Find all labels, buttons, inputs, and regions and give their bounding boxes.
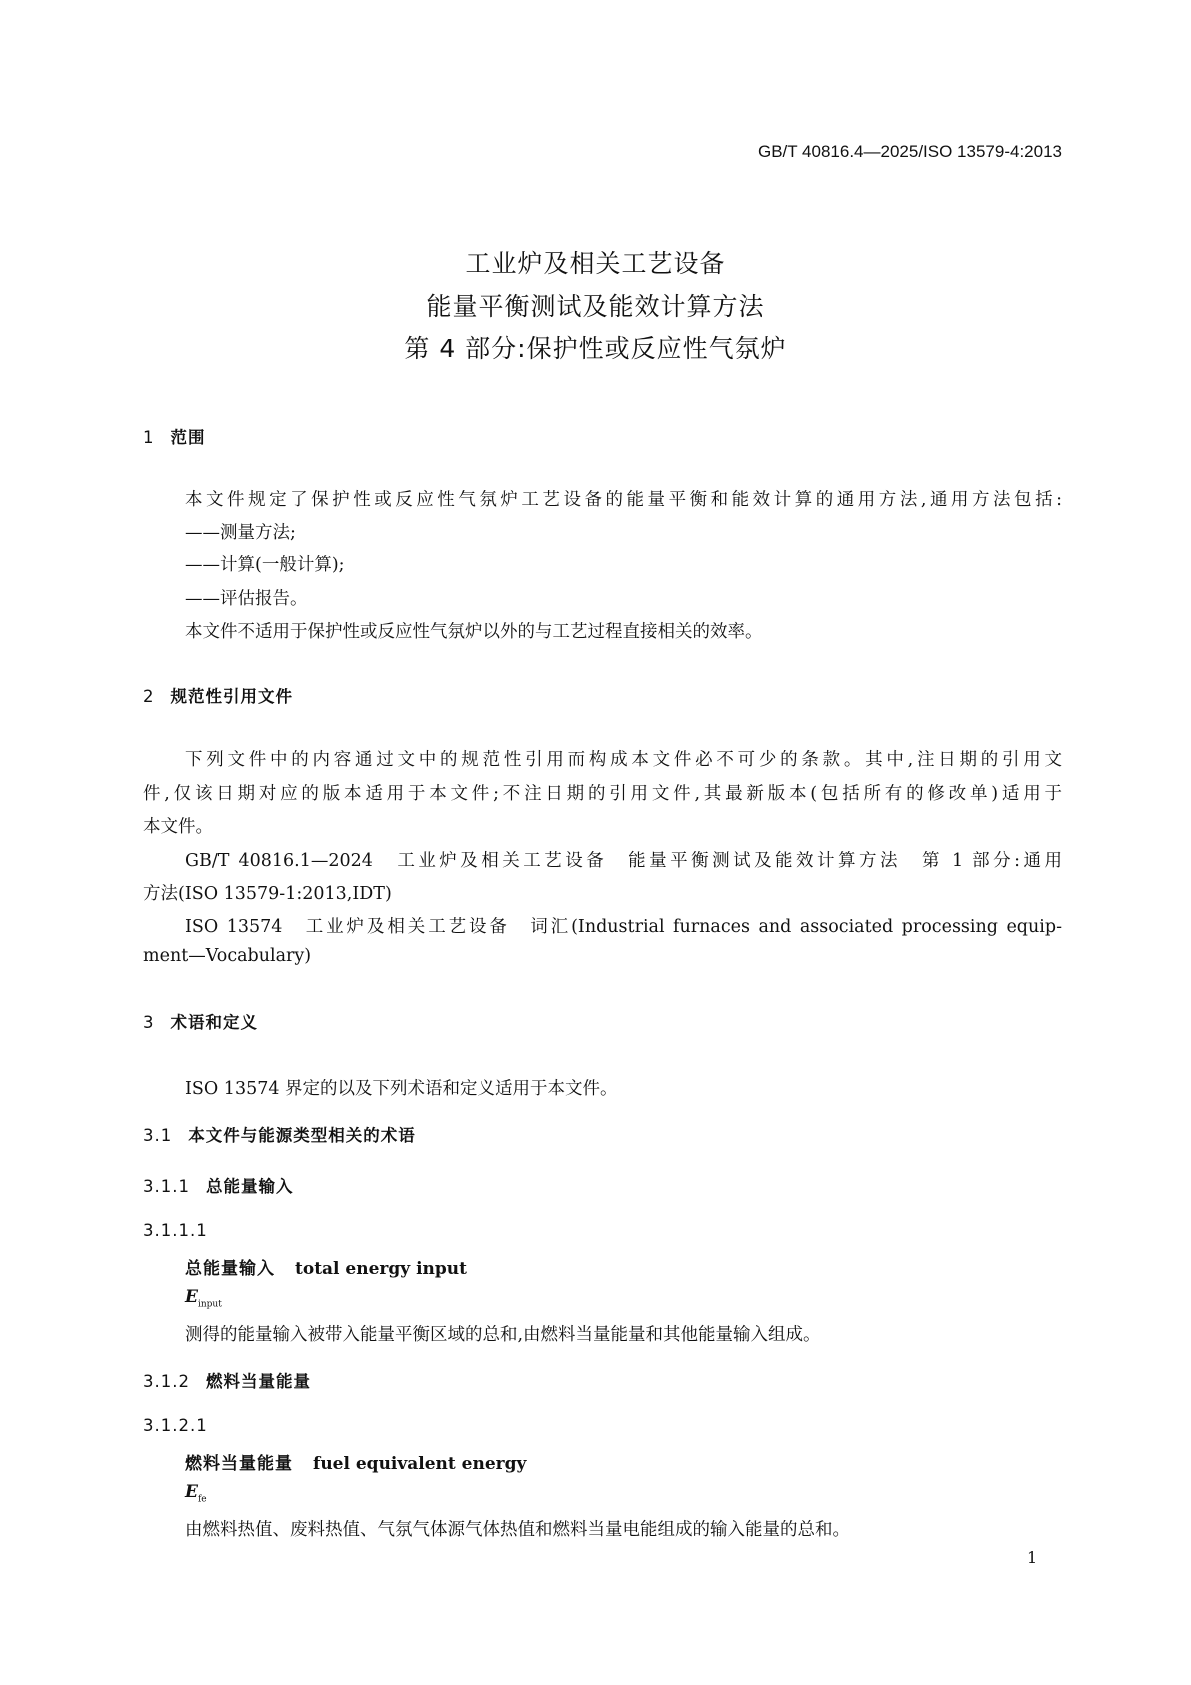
- standard-code-header: GB/T 40816.4—2025/ISO 13579-4:2013: [757, 142, 1062, 161]
- section-number: 3.1.2: [143, 1372, 190, 1391]
- term-heading: [185, 1449, 526, 1474]
- paragraph-line: ISO 13574 界定的以及下列术语和定义适用于本文件。: [185, 1079, 618, 1099]
- section-title: 本文件与能源类型相关的术语: [188, 1126, 416, 1145]
- section-2-heading: [143, 683, 293, 707]
- term-zh: 燃料当量能量: [185, 1454, 293, 1474]
- term-heading: [185, 1254, 467, 1279]
- section-number: 3.1: [143, 1126, 173, 1145]
- section-3-heading: [143, 1009, 258, 1033]
- term-zh: 总能量输入: [185, 1259, 275, 1279]
- page-number: 1: [1027, 1548, 1038, 1567]
- paragraph-line: 件,仅该日期对应的版本适用于本文件;不注日期的引用文件,其最新版本(包括所有的修改单)适用于: [143, 784, 1062, 804]
- term-number: 3.1.2.1: [143, 1416, 208, 1435]
- section-number: 1: [143, 428, 155, 447]
- section-3-1-2-heading: [143, 1368, 311, 1392]
- title-line-1: 工业炉及相关工艺设备: [465, 249, 726, 278]
- section-title: 范围: [170, 428, 206, 447]
- term-en: total energy input: [295, 1259, 467, 1279]
- term-en: fuel equivalent energy: [313, 1454, 527, 1474]
- section-title: 总能量输入: [205, 1177, 294, 1196]
- symbol: E: [185, 1482, 198, 1502]
- section-number: 3.1.1: [143, 1177, 190, 1196]
- section-title: 燃料当量能量: [205, 1372, 311, 1391]
- reference-line: ment—Vocabulary): [143, 946, 312, 966]
- list-item: ——计算(一般计算);: [185, 555, 345, 575]
- term-symbol: [185, 1482, 207, 1504]
- symbol: E: [185, 1287, 198, 1307]
- symbol-subscript: fe: [197, 1494, 207, 1505]
- section-3-1-1-heading: [143, 1173, 293, 1197]
- term-symbol: [185, 1287, 222, 1309]
- term-number: 3.1.1.1: [143, 1221, 208, 1240]
- reference-line: ISO 13574 工业炉及相关工艺设备 词汇(Industrial furnaces and associated processing equip-: [185, 917, 1062, 937]
- title-line-2: 能量平衡测试及能效计算方法: [426, 292, 765, 321]
- section-1-heading: [143, 424, 206, 448]
- reference-line: GB/T 40816.1—2024 工业炉及相关工艺设备 能量平衡测试及能效计算方法 第 1 部分:通用: [185, 851, 1062, 871]
- paragraph-line: 本文件不适用于保护性或反应性气氛炉以外的与工艺过程直接相关的效率。: [185, 622, 763, 642]
- section-title: 术语和定义: [170, 1013, 258, 1032]
- section-3-1-heading: [143, 1122, 416, 1146]
- section-number: 2: [143, 687, 155, 706]
- symbol-subscript: input: [197, 1299, 222, 1310]
- list-item: ——测量方法;: [185, 523, 296, 543]
- section-title: 规范性引用文件: [170, 687, 293, 706]
- section-number: 3: [143, 1013, 155, 1032]
- paragraph-line: 本文件规定了保护性或反应性气氛炉工艺设备的能量平衡和能效计算的通用方法,通用方法包括:: [185, 490, 1062, 510]
- list-item: ——评估报告。: [185, 589, 308, 609]
- term-definition: 测得的能量输入被带入能量平衡区域的总和,由燃料当量能量和其他能量输入组成。: [185, 1325, 821, 1345]
- paragraph-line: 本文件。: [143, 817, 213, 837]
- title-line-3: 第 4 部分:保护性或反应性气氛炉: [404, 334, 787, 363]
- term-definition: 由燃料热值、废料热值、气氛气体源气体热值和燃料当量电能组成的输入能量的总和。: [185, 1520, 850, 1540]
- reference-line: 方法(ISO 13579-1:2013,IDT): [143, 884, 392, 904]
- paragraph-line: 下列文件中的内容通过文中的规范性引用而构成本文件必不可少的条款。其中,注日期的引用文: [185, 750, 1062, 770]
